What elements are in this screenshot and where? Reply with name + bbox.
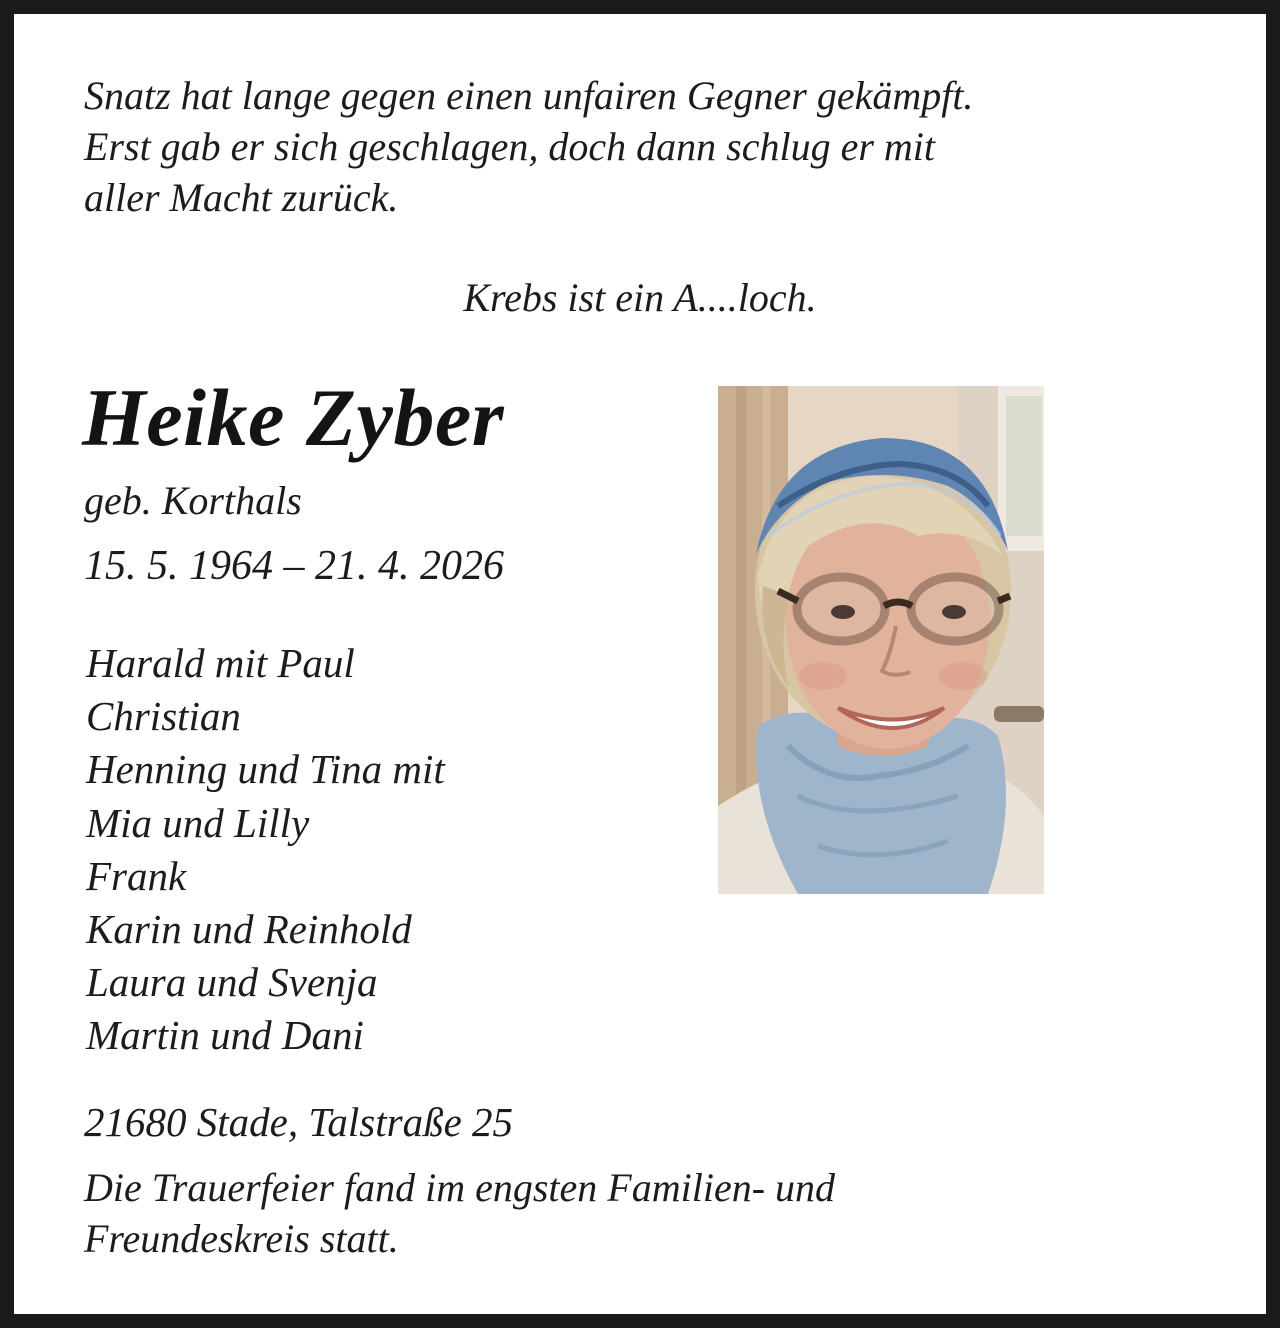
portrait-photo xyxy=(718,386,1044,894)
quote: Krebs ist ein A....loch. xyxy=(463,275,817,320)
deceased-name: Heike Zyber xyxy=(82,372,505,463)
life-dates: 15. 5. 1964 – 21. 4. 2026 xyxy=(84,543,504,589)
portrait-illustration xyxy=(718,386,1044,894)
intro-line: aller Macht zurück. xyxy=(84,175,399,220)
intro-line: Erst gab er sich geschlagen, doch dann schlug er mit xyxy=(84,124,935,169)
ceremony-note xyxy=(84,1162,835,1264)
intro-text xyxy=(84,70,973,223)
birth-name: geb. Korthals xyxy=(84,478,302,523)
obituary-notice xyxy=(14,14,1266,1314)
family-member: Frank xyxy=(86,852,187,899)
intro-line: Snatz hat lange gegen einen unfairen Gegner gekämpft. xyxy=(84,73,974,118)
ceremony-line: Die Trauerfeier fand im engsten Familien- und xyxy=(84,1165,836,1210)
ceremony-line: Freundeskreis statt. xyxy=(84,1216,399,1261)
family-list xyxy=(86,637,445,1063)
family-member: Karin und Reinhold xyxy=(86,906,412,953)
family-member: Martin und Dani xyxy=(86,1012,364,1059)
family-member: Henning und Tina mit xyxy=(86,746,445,793)
family-member: Harald mit Paul xyxy=(86,640,355,686)
family-member: Mia und Lilly xyxy=(86,799,310,846)
family-member: Christian xyxy=(86,693,241,740)
family-member: Laura und Svenja xyxy=(86,959,378,1006)
address: 21680 Stade, Talstraße 25 xyxy=(84,1099,514,1145)
